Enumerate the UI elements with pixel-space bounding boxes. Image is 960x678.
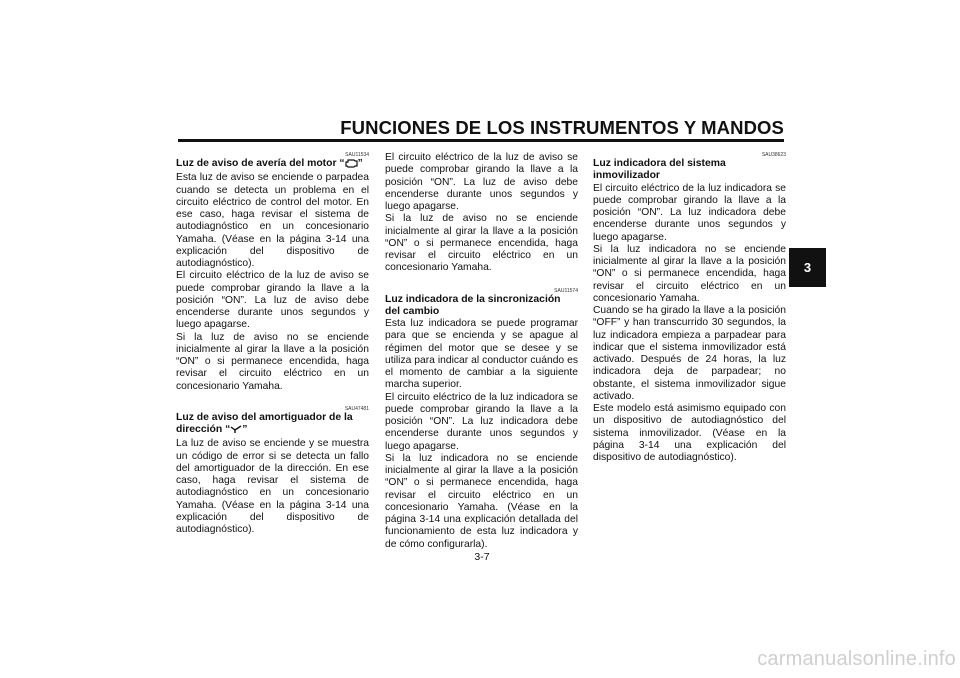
paragraph: Si la luz de aviso no se enciende inicialmente al girar la llave a la posición “ON” o si permanece encendida, haga revisar el circuito eléctrico en un concesionario Yamaha.	[176, 331, 369, 392]
paragraph: La luz de aviso se enciende y se muestra un código de error si se detecta un fallo del amortiguador de la dirección. En ese caso, haga revisar el sistema de autodiagnóstico en un concesionario Yamaha. (Véase en la página 3-14 una explicación del dispositivo de autodiagnóstico).	[176, 438, 369, 535]
section-code: SAU38623	[761, 152, 786, 158]
column-right	[593, 152, 786, 464]
section-code: SAU11574	[554, 287, 578, 294]
header-rule	[178, 139, 784, 142]
spacer	[176, 393, 369, 406]
paragraph: Cuando se ha girado la llave a la posición “OFF” y han transcurrido 30 segundos, la luz indicadora empieza a parpadear para indicar que el sistema inmovilizador está activado. Después de 24 horas, la luz indicadora deja de parpadear; no obstante, el sistema inmovilizador sigue activado.	[593, 305, 786, 402]
paragraph: Si la luz indicadora no se enciende inicialmente al girar la llave a la posición “ON” o si permanece encendida, haga revisar el circuito eléctrico en un concesionario Yamaha.	[593, 243, 786, 304]
page-number: 3-7	[474, 551, 490, 563]
section-title-immobilizer: Luz indicadora del sistema inmovilizador	[593, 158, 726, 182]
paragraph: El circuito eléctrico de la luz de aviso se puede comprobar girando la llave a la posición “ON”. La luz de aviso debe encenderse durante unos segundos y luego apagarse.	[385, 152, 578, 212]
section-title-steering-damper: Luz de aviso del amortiguador de la dirección “ ”	[176, 412, 369, 439]
page-header-title: FUNCIONES DE LOS INSTRUMENTOS Y MANDOS	[340, 117, 784, 138]
section-title-shift-timing: Luz indicadora de la sincronización del cambio	[385, 293, 561, 317]
section-code: SAU47481	[344, 405, 369, 412]
paragraph: Si la luz indicadora no se enciende inicialmente al girar la llave a la posición “ON” o si permanece encendida, haga revisar el circuito eléctrico en un concesionario Yamaha. (Véase en la página 3-14 una explicación detallada del funcionamiento de esta luz indicadora y de cómo configurarla).	[385, 452, 578, 550]
column-left	[176, 152, 369, 536]
section-code: SAU11534	[345, 152, 369, 158]
paragraph: El circuito eléctrico de la luz indicadora se puede comprobar girando la llave a la posición “ON”. La luz indicadora debe encenderse durante unos segundos y luego apagarse.	[593, 182, 786, 243]
paragraph: Esta luz de aviso se enciende o parpadea cuando se detecta un problema en el circuito eléctrico de control del motor. En ese caso, haga revisar el sistema de autodiagnóstico en un concesionario Yamaha. (Véase en la página 3-14 una explicación del dispositivo de autodiagnóstico).	[176, 172, 369, 269]
engine-icon	[345, 158, 358, 172]
paragraph: El circuito eléctrico de la luz indicadora se puede comprobar girando la llave a la posición “ON”. La luz indicadora debe encenderse durante unos segundos y luego apagarse.	[385, 391, 578, 452]
column-middle	[385, 152, 578, 551]
paragraph: El circuito eléctrico de la luz de aviso se puede comprobar girando la llave a la posición “ON”. La luz de aviso debe encenderse durante unos segundos y luego apagarse.	[176, 270, 369, 331]
paragraph: Esta luz indicadora se puede programar para que se encienda y se apague al régimen del motor que se desee y se utiliza para indicar al conductor cuándo es el momento de cambiar a la siguiente marcha superior.	[385, 318, 578, 391]
watermark-text: carmanualsonline.info	[757, 648, 956, 670]
steering-damper-icon	[230, 424, 242, 438]
section-title-engine-warning: Luz de aviso de avería del motor “ ”	[176, 158, 369, 172]
paragraph: Este modelo está asimismo equipado con un dispositivo de autodiagnóstico del sistema inmovilizador. (Véase en la página 3-14 una explicación del dispositivo de autodiagnóstico).	[593, 403, 786, 463]
paragraph: Si la luz de aviso no se enciende inicialmente al girar la llave a la posición “ON” o si permanece encendida, haga revisar el circuito eléctrico en un concesionario Yamaha.	[385, 213, 578, 274]
chapter-tab: 3	[789, 248, 826, 287]
spacer	[385, 275, 578, 288]
